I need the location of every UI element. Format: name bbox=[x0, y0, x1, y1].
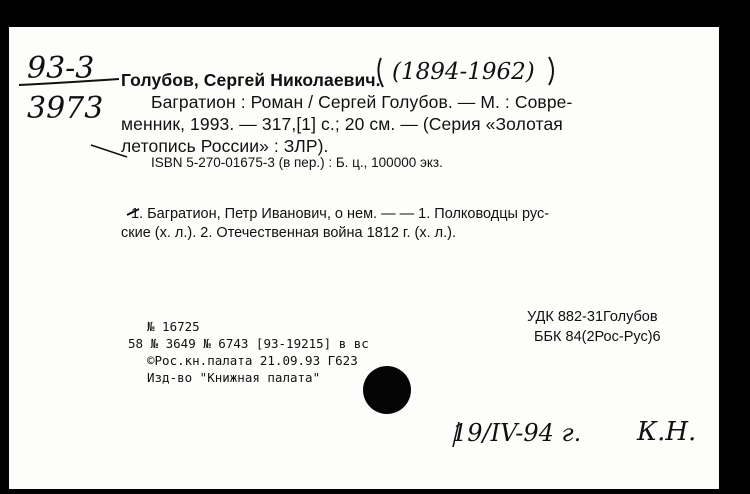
publisher-line: Изд-во "Книжная палата" bbox=[147, 370, 321, 385]
chamber-line: 58 № 3649 № 6743 [93-19215] в вс bbox=[128, 336, 369, 351]
card-author: Голубов, Сергей Николаевич. bbox=[121, 70, 381, 90]
card-title-line: Багратион : Роман / Сергей Голубов. — М. : Совре- bbox=[151, 92, 573, 112]
handwritten-dates: (1894-1962) bbox=[392, 59, 535, 85]
chamber-stamp: ©Рос.кн.палата 21.09.93 Г623 bbox=[147, 353, 358, 368]
card-series-line: летопись России» : ЗЛР). bbox=[121, 136, 329, 156]
record-number: № 16725 bbox=[147, 319, 200, 334]
catalog-card bbox=[9, 27, 719, 489]
card-subjects-line-2: ские (х. л.). 2. Отечественная война 1812 г. (х. л.). bbox=[121, 225, 456, 241]
card-isbn-line: ISBN 5-270-01675-3 (в пер.) : Б. ц., 100000 экз. bbox=[151, 155, 443, 170]
handwritten-initials: К.Н. bbox=[637, 417, 697, 447]
bbk-code: ББК 84(2Рос-Рус)6 bbox=[534, 329, 661, 345]
udk-code: УДК 882-31Голубов bbox=[527, 309, 658, 325]
inventory-number: 3973 bbox=[27, 91, 104, 126]
card-subjects-line: 1. Багратион, Петр Иванович, о нем. — — 1. Полководцы рус- bbox=[131, 206, 550, 222]
shelf-mark: 93-3 bbox=[27, 51, 95, 86]
card-imprint-line: менник, 1993. — 317,[1] с.; 20 см. — (Серия «Золотая bbox=[121, 114, 563, 134]
handwritten-date: 19/IV-94 г. bbox=[452, 419, 582, 447]
punch-hole bbox=[363, 366, 411, 414]
